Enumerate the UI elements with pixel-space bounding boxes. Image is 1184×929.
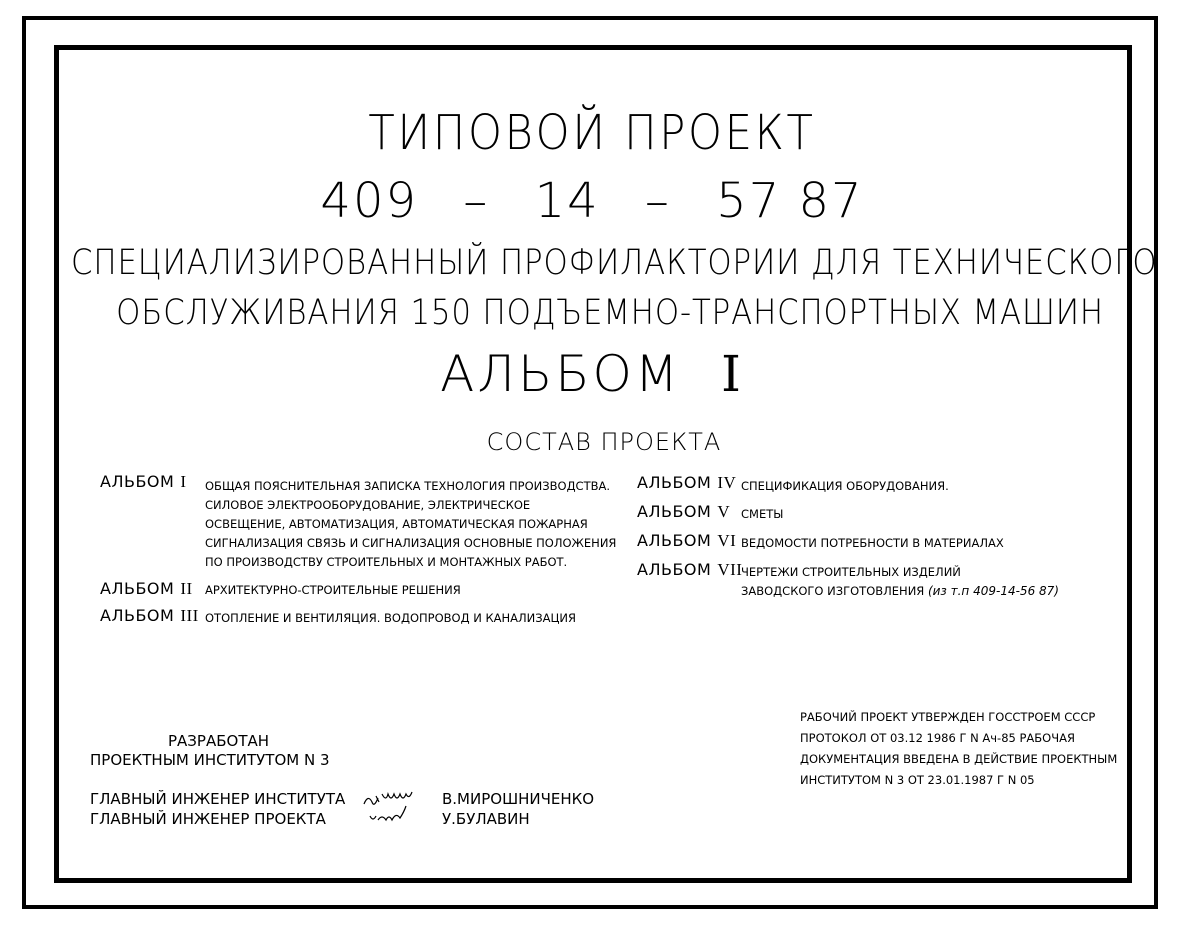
- signature-row-project: [90, 810, 530, 828]
- album-label: АЛЬБОМ: [637, 531, 712, 550]
- description-line: ОСВЕЩЕНИЕ, АВТОМАТИЗАЦИЯ, АВТОМАТИЧЕСКАЯ ПОЖАРНАЯ: [205, 517, 588, 531]
- description-line: ПО ПРОИЗВОДСТВУ СТРОИТЕЛЬНЫХ И МОНТАЖНЫХ РАБОТ.: [205, 555, 568, 569]
- album-3-description: [205, 609, 576, 628]
- description-line: ЧЕРТЕЖИ СТРОИТЕЛЬНЫХ ИЗДЕЛИЙ: [741, 565, 961, 579]
- album-entry-1: [100, 472, 187, 492]
- signature-1-stroke: [364, 792, 412, 804]
- project-number-part: –: [644, 173, 671, 229]
- album-label: АЛЬБОМ: [637, 560, 712, 579]
- album-entry-6: [637, 531, 736, 551]
- description-line: АРХИТЕКТУРНО-СТРОИТЕЛЬНЫЕ РЕШЕНИЯ: [205, 583, 461, 597]
- project-number-part: 14: [534, 173, 600, 229]
- project-number-part: 409: [320, 173, 419, 229]
- subtitle-line-1: СПЕЦИАЛИЗИРОВАННЫЙ ПРОФИЛАКТОРИИ ДЛЯ ТЕХНИЧЕСКОГО: [71, 243, 1158, 283]
- album-number: III: [180, 606, 199, 625]
- signature-2-stroke: [370, 806, 406, 820]
- developed-by-label: РАЗРАБОТАН: [168, 732, 270, 750]
- description-line: [741, 582, 1059, 601]
- description-line: ОТОПЛЕНИЕ И ВЕНТИЛЯЦИЯ. ВОДОПРОВОД И КАНАЛИЗАЦИЯ: [205, 611, 577, 625]
- album-6-description: [741, 534, 1004, 553]
- approval-line: ИНСТИТУТОМ N 3 ОТ 23.01.1987 Г N 05: [800, 773, 1035, 787]
- album-number: I: [180, 472, 187, 491]
- composition-heading: СОСТАВ ПРОЕКТА: [486, 428, 722, 456]
- album-number: VI: [717, 531, 737, 550]
- project-number: [0, 173, 1184, 229]
- album-number: V: [717, 502, 731, 521]
- signature-role: ГЛАВНЫЙ ИНЖЕНЕР ИНСТИТУТА: [90, 790, 346, 808]
- album-4-description: [741, 477, 949, 496]
- approval-block: [800, 707, 1117, 791]
- description-line: СИЛОВОЕ ЭЛЕКТРООБОРУДОВАНИЕ, ЭЛЕКТРИЧЕСКОЕ: [205, 498, 531, 512]
- subtitle-line-2: ОБСЛУЖИВАНИЯ 150 ПОДЪЕМНО-ТРАНСПОРТНЫХ МАШИН: [116, 293, 1104, 333]
- album-entry-3: [100, 606, 199, 626]
- description-line: ВЕДОМОСТИ ПОТРЕБНОСТИ В МАТЕРИАЛАХ: [741, 536, 1004, 550]
- album-2-description: [205, 581, 461, 600]
- description-line: СПЕЦИФИКАЦИЯ ОБОРУДОВАНИЯ.: [741, 479, 949, 493]
- album-number: IV: [717, 473, 737, 492]
- album-entry-7: [637, 560, 742, 580]
- album-label: АЛЬБОМ: [100, 472, 175, 491]
- signature-role: ГЛАВНЫЙ ИНЖЕНЕР ПРОЕКТА: [90, 810, 326, 828]
- album-roman: I: [721, 345, 744, 403]
- album-number: VII: [717, 560, 743, 579]
- description-line: СМЕТЫ: [741, 507, 784, 521]
- description-line: ОБЩАЯ ПОЯСНИТЕЛЬНАЯ ЗАПИСКА ТЕХНОЛОГИЯ ПРОИЗВОДСТВА.: [205, 479, 611, 493]
- signature-name: У.БУЛАВИН: [442, 810, 530, 828]
- album-entry-4: [637, 473, 736, 493]
- album-label: АЛЬБОМ: [637, 502, 712, 521]
- album-word: АЛЬБОМ: [440, 345, 682, 403]
- album-entry-5: [637, 502, 730, 522]
- album-label: АЛЬБОМ: [100, 579, 175, 598]
- handwritten-signatures: [360, 786, 430, 826]
- approval-line: ДОКУМЕНТАЦИЯ ВВЕДЕНА В ДЕЙСТВИЕ ПРОЕКТНЫМ: [800, 752, 1118, 766]
- approval-line: РАБОЧИЙ ПРОЕКТ УТВЕРЖДЕН ГОССТРОЕМ СССР: [800, 710, 1096, 724]
- album-title: [0, 345, 1184, 403]
- signature-row-institute: [90, 790, 595, 808]
- description-text: ЗАВОДСКОГО ИЗГОТОВЛЕНИЯ: [741, 584, 925, 598]
- album-7-note: (из т.п 409-14-56 87): [927, 584, 1059, 598]
- album-entry-2: [100, 579, 193, 599]
- document-title: ТИПОВОЙ ПРОЕКТ: [368, 105, 816, 161]
- approval-line: ПРОТОКОЛ ОТ 03.12 1986 Г N Ач-85 РАБОЧАЯ: [800, 731, 1075, 745]
- description-line: СИГНАЛИЗАЦИЯ СВЯЗЬ И СИГНАЛИЗАЦИЯ ОСНОВНЫЕ ПОЛОЖЕНИЯ: [205, 536, 617, 550]
- album-1-description: [205, 477, 616, 572]
- album-label: АЛЬБОМ: [637, 473, 712, 492]
- album-number: II: [180, 579, 193, 598]
- project-number-part: –: [463, 173, 490, 229]
- developer-organization: ПРОЕКТНЫМ ИНСТИТУТОМ N 3: [90, 751, 330, 769]
- album-label: АЛЬБОМ: [100, 606, 175, 625]
- signature-name: В.МИРОШНИЧЕНКО: [442, 790, 595, 808]
- album-7-description: [741, 563, 1059, 601]
- project-number-part: 57 87: [716, 173, 864, 229]
- album-5-description: [741, 505, 783, 524]
